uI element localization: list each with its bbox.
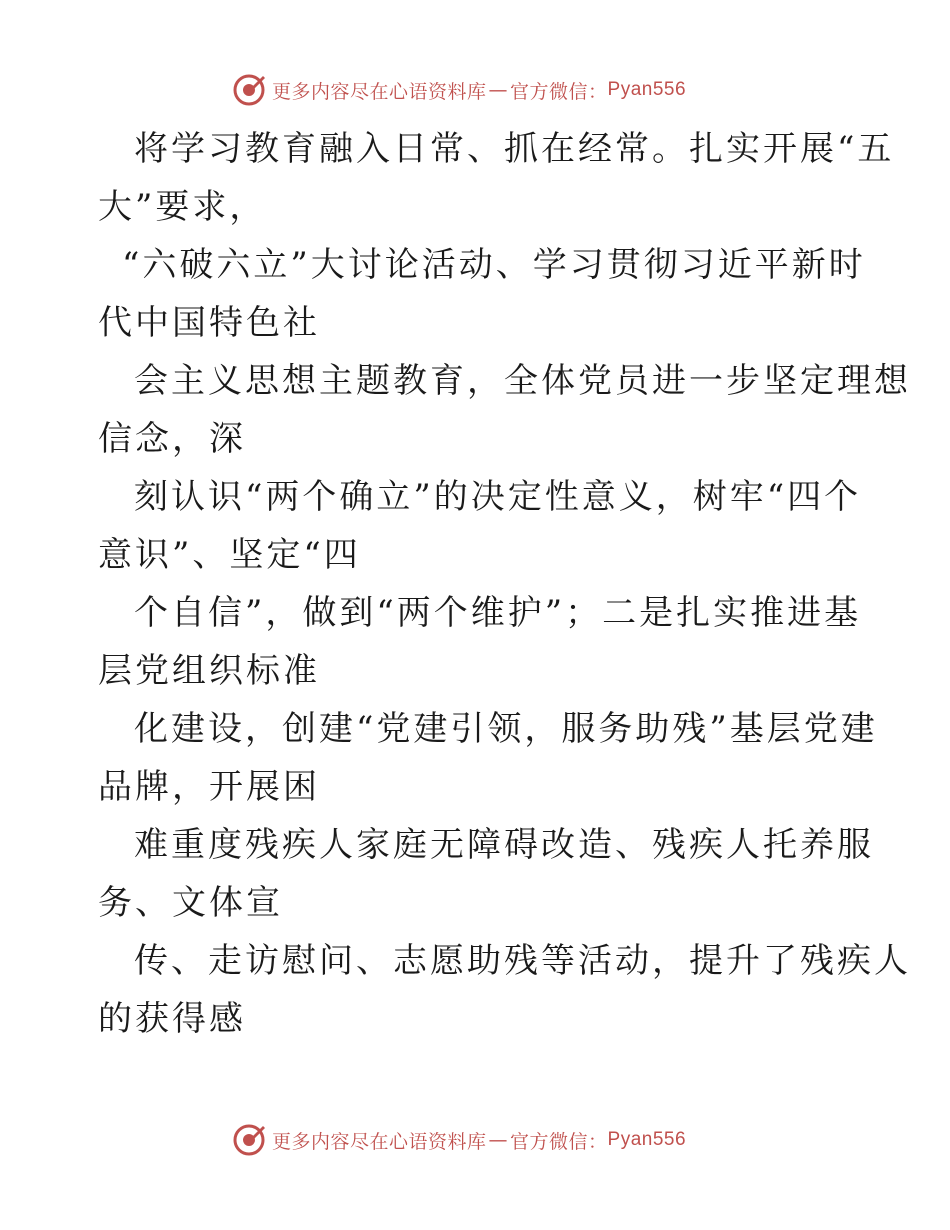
pen-logo-icon [232, 73, 266, 107]
footer-watermark [232, 1122, 686, 1158]
text-line: 个自信”，做到“两个维护”；二是扎实推进基 [134, 593, 862, 633]
text-line: 意识”、坚定“四 [98, 535, 361, 575]
text-line: 传、走访慰问、志愿助残等活动，提升了残疾人 [134, 941, 911, 981]
text-line: 刻认识“两个确立”的决定性意义，树牢“四个 [134, 477, 862, 517]
text-line: “六破六立”大讨论活动、学习贯彻习近平新时 [122, 245, 866, 285]
watermark-label: 官方微信： [510, 80, 608, 103]
document-body [98, 120, 911, 1048]
text-line: 大”要求， [98, 187, 267, 227]
text-line: 难重度残疾人家庭无障碍改造、残疾人托养服 [134, 825, 874, 865]
watermark-separator: — [488, 1129, 509, 1151]
pen-logo-icon [232, 1123, 266, 1157]
text-line: 化建设，创建“党建引领，服务助残”基层党建 [134, 709, 878, 749]
text-line: 会主义思想主题教育，全体党员进一步坚定理想 [134, 361, 911, 401]
watermark-separator: — [488, 79, 509, 101]
text-line: 代中国特色社 [98, 303, 320, 343]
watermark-site-text: 更多内容尽在心语资料库 [272, 1130, 487, 1153]
text-line: 层党组织标准 [98, 651, 320, 691]
text-line: 信念，深 [98, 419, 246, 459]
watermark-handle: Pyan556 [607, 79, 687, 100]
text-line: 的获得感 [98, 999, 246, 1039]
watermark-label: 官方微信： [510, 1130, 608, 1153]
text-line: 将学习教育融入日常、抓在经常。扎实开展“五 [134, 129, 895, 169]
text-line: 务、文体宣 [98, 883, 283, 923]
header-watermark [232, 72, 686, 108]
text-line: 品牌，开展困 [98, 767, 320, 807]
watermark-handle: Pyan556 [607, 1129, 687, 1150]
watermark-site-text: 更多内容尽在心语资料库 [272, 80, 487, 103]
